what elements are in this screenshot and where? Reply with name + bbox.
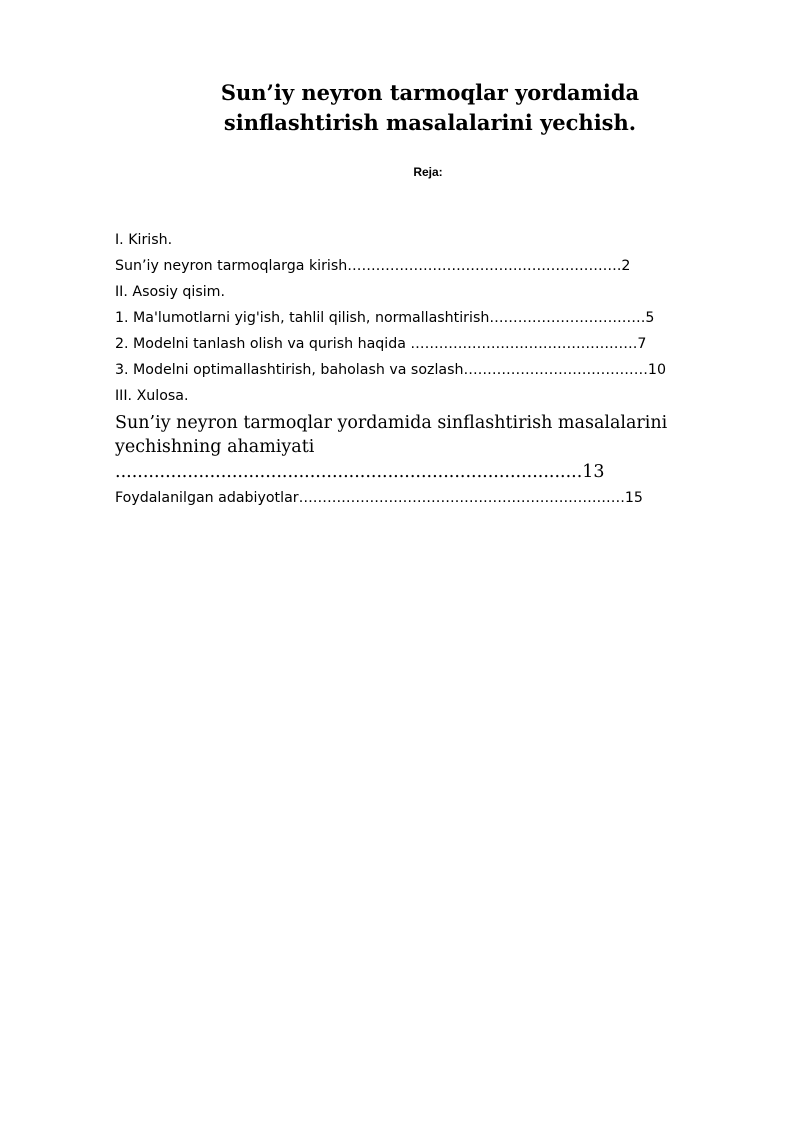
toc-entry-model-selection: 2. Modelni tanlash olish va qurish haqida …………………………………………7: [115, 336, 647, 352]
toc-entry-references: Foydalanilgan adabiyotlar……………………………………………………………15: [115, 490, 643, 506]
plan-label: Reja:: [413, 165, 443, 179]
toc-intro-heading: I. Kirish.: [115, 232, 173, 248]
toc-entry-importance: Sun’iy neyron tarmoqlar yordamida sinflashtirish masalalarini yechishning ahamiyati: [115, 413, 668, 457]
toc-entry-importance-leader: ....................................................................................13: [115, 462, 605, 482]
toc-main-heading: II. Asosiy qisim.: [115, 284, 226, 300]
toc-conclusion-heading: III. Xulosa.: [115, 388, 189, 404]
toc-entry-data-collection: 1. Ma'lumotlarni yig'ish, tahlil qilish, normallashtirish……………………………5: [115, 310, 655, 326]
toc-entry-model-optimization: 3. Modelni optimallashtirish, baholash va sozlash…………………………………10: [115, 362, 666, 378]
toc-entry-intro: Sun’iy neyron tarmoqlarga kirish………………………………………………….2: [115, 258, 631, 274]
table-of-contents: [115, 227, 715, 511]
document-title: Sun’iy neyron tarmoqlar yordamida sinflashtirish masalalarini yechish.: [220, 80, 640, 135]
